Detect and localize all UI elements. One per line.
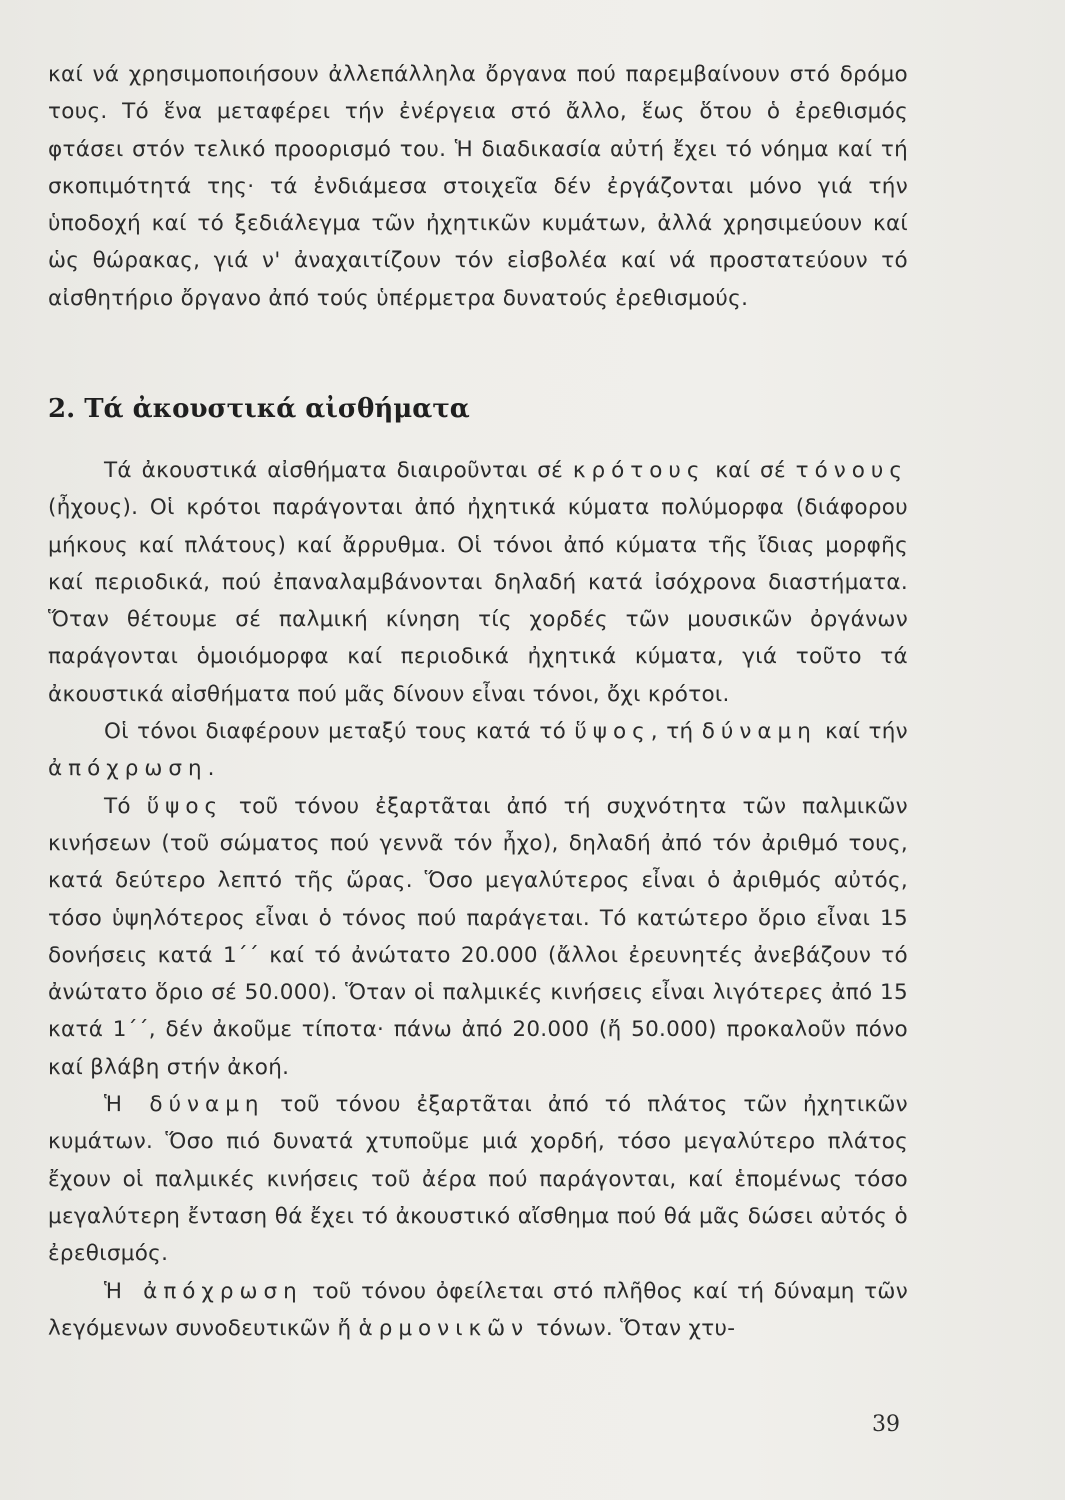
main-text-block [48, 452, 908, 1347]
spaced-term-armonikon: ἁρμονικῶν [358, 1315, 530, 1341]
section-heading: 2. Τά ἀκουστικά αἰσθήματα [48, 394, 470, 424]
spaced-term-dynami: Ἡ δύναμη [104, 1092, 265, 1118]
intro-paragraph: καί νά χρησιμοποιήσουν ἀλλεπάλληλα ὄργανα πού παρεμβαίνουν στό δρόμο τους. Τό ἕνα μεταφέρει τήν ἐνέργεια στό ἄλλο, ἕως ὅτου ὁ ἐρεθισμός φτάσει στόν τελικό προορισμό του. Ἡ διαδικασία αὐτή ἔχει τό νόημα καί τή σκοπιμότητά της· τά ἐνδιάμεσα στοιχεῖα δέν ἐργάζονται μόνο γιά τήν ὑποδοχή καί τό ξεδιάλεγμα τῶν ἠχητικῶν κυμάτων, ἀλλά χρησιμεύουν καί ὡς θώρακας, γιά ν' ἀναχαιτίζουν τόν εἰσβολέα καί νά προστατεύουν τό αἰσθητήριο ὄργανο ἀπό τούς ὑπέρμετρα δυνατούς ἐρεθισμούς. [48, 62, 908, 311]
spaced-term-ypsos: ὕψος [574, 719, 651, 745]
spaced-term-apochrosi: ἀπόχρωση [48, 756, 208, 782]
paragraph-sounds-division [48, 452, 908, 713]
paragraph-tone-differences [48, 713, 908, 788]
text-run: καί τήν [816, 719, 908, 745]
text-run: (ἦχους). Οἱ κρότοι παράγονται ἀπό ἠχητικά κύματα πολύμορφα (διάφορου μήκους καί πλάτους) καί ἄρρυθμα. Οἱ τόνοι ἀπό κύματα τῆς ἴδιας μορφῆς καί περιοδικά, πού ἐπαναλαμβάνονται δηλαδή κατά ἰσόχρονα διαστήματα. Ὅταν θέτουμε σέ παλμική κίνηση τίς χορδές τῶν μουσικῶν ὀργάνων παράγονται ὁμοιόμορφα καί περιοδικά ἠχητικά κύματα, γιά τοῦτο τά ἀκουστικά αἰσθήματα πού μᾶς δίνουν εἶναι τόνοι, ὄχι κρότοι. [48, 495, 908, 707]
text-run: Τά ἀκουστικά αἰσθήματα διαιροῦνται σέ [104, 458, 573, 483]
spaced-term-krotous: κρότους [572, 458, 706, 483]
paragraph-loudness [48, 1086, 908, 1272]
text-run: τόνων. Ὅταν χτυ- [529, 1315, 736, 1341]
text-run: τοῦ τόνου ἐξαρτᾶται ἀπό τή συχνότητα τῶν παλμικῶν κινήσεων (τοῦ σώματος πού γεννᾶ τόν ἦχο), δηλαδή ἀπό τόν ἀριθμό τους, κατά δεύτερο λεπτό τῆς ὥρας. Ὅσο μεγαλύτερος εἶναι ὁ ἀριθμός αὐτός, τόσο ὑψηλότερος εἶναι ὁ τόνος πού παράγεται. Τό κατώτερο ὅριο εἶναι 15 δονήσεις κατά 1΄΄ καί τό ἀνώτατο 20.000 (ἄλλοι ἐρευνητές ἀνεβάζουν τό ἀνώτατο ὅριο σέ 50.000). Ὅταν οἱ παλμικές κινήσεις εἶναι λιγότερες ἀπό 15 κατά 1΄΄, δέν ἀκοῦμε τίποτα· πάνω ἀπό 20.000 (ἤ 50.000) προκαλοῦν πόνο καί βλάβη στήν ἀκοή. [48, 793, 908, 1080]
spaced-term-dynami: δύναμη [701, 719, 817, 745]
spaced-term-ypsos: ὕψος [146, 793, 224, 819]
text-run: καί σέ [705, 458, 796, 483]
text-run: τοῦ τόνου ἐξαρτᾶται ἀπό τό πλάτος τῶν ἠχητικῶν κυμάτων. Ὅσο πιό δυνατά χτυποῦμε μιά χορδή, τόσο μεγαλύτερο πλάτος ἔχουν οἱ παλμικές κινήσεις τοῦ ἀέρα πού παράγονται, καί ἑπομένως τόσο μεγαλύτερη ἔνταση θά ἔχει τό ἀκουστικό αἴσθημα πού θά μᾶς δώσει αὐτός ὁ ἐρεθισμός. [48, 1092, 908, 1267]
paragraph-pitch [48, 788, 908, 1086]
paragraph-timbre [48, 1273, 908, 1348]
text-run: τοῦ τόνου ὀφείλεται στό πλῆθος καί τή δύναμη τῶν λεγόμενων συνοδευτικῶν ἤ [48, 1278, 909, 1341]
text-run: Τό [104, 793, 147, 819]
intro-text-block [48, 56, 908, 317]
spaced-term-tonous: τόνους [795, 458, 908, 483]
page-number: 39 [872, 1412, 900, 1437]
text-run: Οἱ τόνοι διαφέρουν μεταξύ τους κατά τό [104, 719, 575, 745]
spaced-term-apochrosi: Ἡ ἀπόχρωση [104, 1278, 303, 1304]
text-run: , τή [650, 719, 702, 745]
text-run: . [207, 756, 215, 782]
